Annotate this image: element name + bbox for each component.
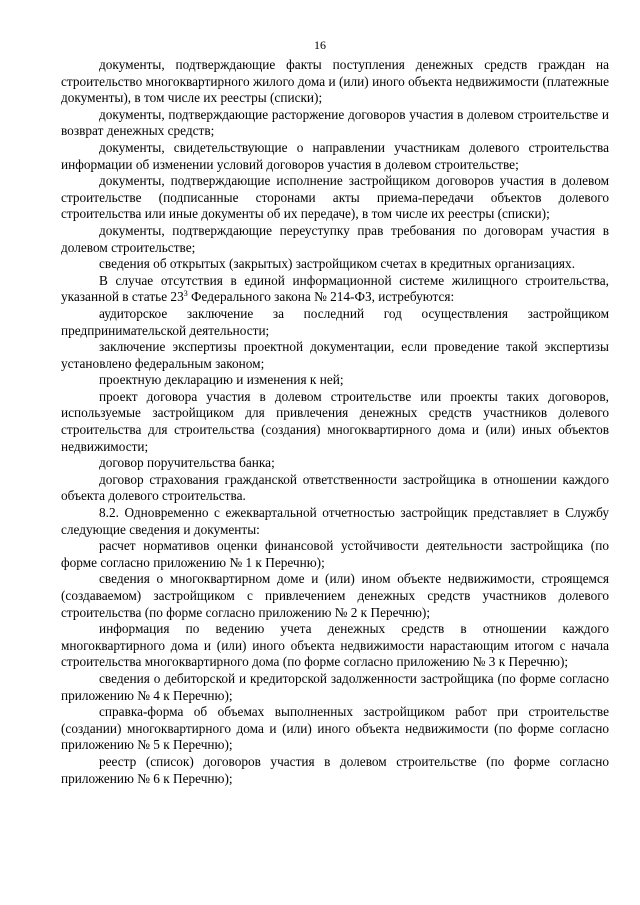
paragraph-text: В случае отсутствия в единой информационной системе жилищного строительства, указанной в статье 23 — [61, 272, 609, 305]
paragraph: документы, подтверждающие исполнение застройщиком договоров участия в долевом строительстве (подписанные сторонами акты приема-передачи объектов долевого строительства или иные документы об их передаче), в том числе их реестры (списки); — [61, 173, 609, 222]
paragraph: проект договора участия в долевом строительстве или проекты таких договоров, используемые застройщиком для привлечения денежных средств участников долевого строительства для строительства (создания) многоквартирного дома и (или) иных объектов недвижимости; — [61, 388, 609, 454]
paragraph: реестр (список) договоров участия в долевом строительстве (по форме согласно приложению № 6 к Перечню); — [61, 753, 609, 786]
paragraph: справка-форма об объемах выполненных застройщиком работ при строительстве (создании) многоквартирного дома и (или) иного объекта недвижимости (по форме согласно приложению № 5 к Перечню); — [61, 704, 609, 753]
paragraph: проектную декларацию и изменения к ней; — [99, 372, 344, 388]
paragraph: документы, подтверждающие переуступку прав требования по договорам участия в долевом строительстве; — [61, 222, 609, 255]
paragraph-with-superscript — [61, 273, 609, 306]
superscript: 3 — [183, 289, 188, 299]
paragraph: документы, подтверждающие расторжение договоров участия в долевом строительстве и возврат денежных средств; — [61, 106, 609, 139]
page-number: 16 — [314, 38, 326, 52]
paragraph: заключение экспертизы проектной документации, если проведение такой экспертизы установлено федеральным законом; — [61, 339, 609, 371]
paragraph: документы, свидетельствующие о направлении участникам долевого строительства информации об изменении условий договоров участия в долевом строительстве; — [61, 139, 609, 172]
paragraph-text: Федерального закона № 214-ФЗ, истребуются: — [187, 289, 455, 305]
document-body — [61, 57, 609, 787]
paragraph: аудиторское заключение за последний год осуществления застройщиком предпринимательской деятельности; — [61, 305, 609, 338]
paragraph: расчет нормативов оценки финансовой устойчивости деятельности застройщика (по форме согласно приложению № 1 к Перечню); — [61, 538, 609, 570]
paragraph: сведения о дебиторской и кредиторской задолженности застройщика (по форме согласно приложению № 4 к Перечню); — [61, 670, 609, 703]
paragraph: сведения о многоквартирном доме и (или) ином объекте недвижимости, строящемся (создаваемом) застройщиком с привлечением денежных средств участников долевого строительства (по форме согласно приложению № 2 к Перечню); — [61, 571, 609, 620]
paragraph: информация по ведению учета денежных средств в отношении каждого многоквартирного дома и (или) иного объекта недвижимости нарастающим итогом с начала строительства многоквартирного дома (по форме согласно приложению № 3 к Перечню); — [61, 621, 609, 670]
paragraph: документы, подтверждающие факты поступления денежных средств граждан на строительство многоквартирного жилого дома и (или) иного объекта недвижимости (платежные документы), в том числе их реестры (списки); — [61, 57, 609, 106]
paragraph: договор поручительства банка; — [99, 455, 275, 471]
section-paragraph: 8.2. Одновременно с ежеквартальной отчетностью застройщик представляет в Службу следующие сведения и документы: — [61, 505, 609, 537]
paragraph: сведения об открытых (закрытых) застройщиком счетах в кредитных организациях. — [99, 256, 576, 272]
paragraph: договор страхования гражданской ответственности застройщика в отношении каждого объекта долевого строительства. — [61, 471, 609, 504]
